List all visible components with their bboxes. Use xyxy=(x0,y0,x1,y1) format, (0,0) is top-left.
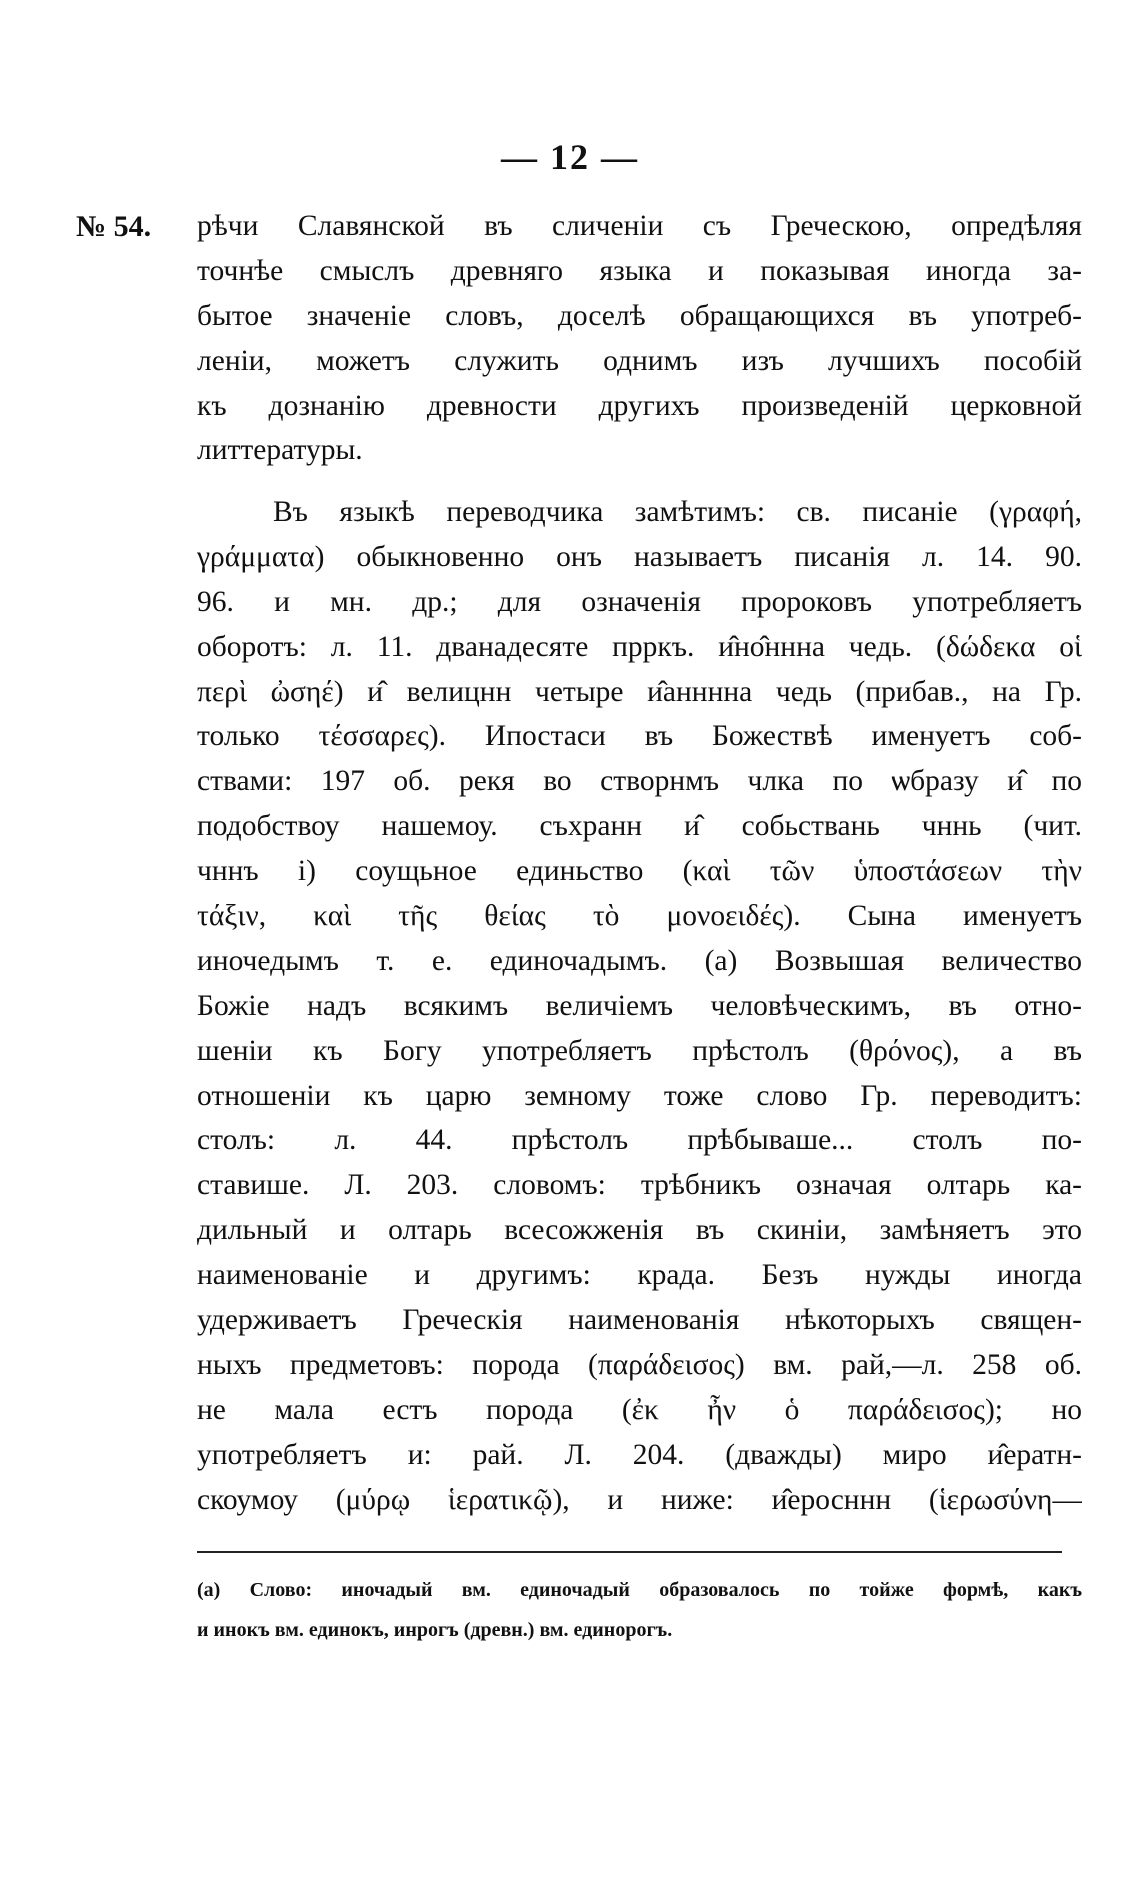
footnote-line: (а) Слово: иночадый вм. единочадый образовалось по тойже формѣ, какъ xyxy=(197,1579,1082,1601)
text-line: точнѣе смыслъ древняго языка и показывая иногда за- xyxy=(197,254,1082,287)
footnote xyxy=(197,1570,1082,1650)
text-line: ствами: 197 об. рекя во створнмъ члка по ѡбразу и̂ по xyxy=(197,765,1082,798)
text-line: τάξιν, καὶ τῆς θείας τὸ μονοειδές). Сына именуетъ xyxy=(197,900,1082,933)
text-line: περὶ ὠσηέ) и̂ велицнн четыре и̂анннна чедь (прибав., на Гр. xyxy=(197,675,1082,708)
text-line: Божіе надъ всякимъ величіемъ человѣческимъ, въ отно- xyxy=(197,989,1082,1022)
text-line: леніи, можетъ служить однимъ изъ лучшихъ пособій xyxy=(197,344,1082,377)
text-line: дильный и олтарь всесожженія въ скиніи, замѣняетъ это xyxy=(197,1214,1082,1247)
text-line: бытое значеніе словъ, доселѣ обращающихся въ употреб- xyxy=(197,299,1082,332)
text-line: рѣчи Славянской въ сличеніи съ Греческою, опредѣляя xyxy=(197,210,1082,242)
text-line: отношеніи къ царю земному тоже слово Гр. переводитъ: xyxy=(197,1079,1082,1112)
text-line: ставише. Л. 203. словомъ: трѣбникъ означая олтарь ка- xyxy=(197,1169,1082,1202)
text-line: подобствоу нашемоу. съхранн и̂ собьствань чннь (чит. xyxy=(197,810,1082,843)
text-line: γράμματα) обыкновенно онъ называетъ писанія л. 14. 90. xyxy=(197,540,1082,573)
text-line: употребляетъ и: рай. Л. 204. (дважды) миро и̂ератн- xyxy=(197,1438,1082,1471)
text-line: шеніи къ Богу употребляетъ прѣстолъ (θρόνος), а въ xyxy=(197,1034,1082,1067)
text-line: 96. и мн. др.; для означенія пророковъ употребляетъ xyxy=(197,585,1082,618)
page-number: — 12 — xyxy=(501,137,639,177)
text-line: столъ: л. 44. прѣстолъ прѣбываше... столъ по- xyxy=(197,1124,1082,1157)
text-line: скоумоу (μύρῳ ἱερατικῷ), и ниже: и̂еросннн (ἱερωσύνη— xyxy=(197,1483,1082,1516)
footnote-line: и инокъ вм. единокъ, инрогъ (древн.) вм. единорогъ. xyxy=(197,1619,673,1641)
text-line: иночедымъ т. е. единочадымъ. (а) Возвышая величество xyxy=(197,944,1082,977)
text-line: къ дознанію древности другихъ произведеній церковной xyxy=(197,389,1082,422)
text-line: только τέσσαρες). Ипостаси въ Божествѣ именуетъ соб- xyxy=(197,720,1082,753)
text-line: наименованіе и другимъ: крада. Безъ нужды иногда xyxy=(197,1259,1082,1292)
text-line: ныхъ предметовъ: порода (παράδεισος) вм. рай,—л. 258 об. xyxy=(197,1348,1082,1381)
paragraph-2 xyxy=(197,490,1082,1522)
text-line: Въ языкѣ переводчика замѣтимъ: св. писаніе (γραφή, xyxy=(273,496,1082,528)
text-line: удерживаетъ Греческія наименованія нѣкоторыхъ священ- xyxy=(197,1304,1082,1337)
text-line: не мала естъ порода (ἐκ ἦν ὁ παράδεισος); но xyxy=(197,1393,1082,1426)
text-line: литтературы. xyxy=(197,434,363,467)
paragraph-1 xyxy=(197,204,1082,473)
text-line: чннъ і) соущьное единьство (καὶ τῶν ὑποστάσεων τὴν xyxy=(197,855,1082,888)
entry-number: № 54. xyxy=(76,210,152,243)
text-line: оборотъ: л. 11. дванадесяте прркъ. и̂но̂ннна чедь. (δώδεκα οἱ xyxy=(197,630,1082,663)
footnote-rule xyxy=(197,1551,1062,1553)
